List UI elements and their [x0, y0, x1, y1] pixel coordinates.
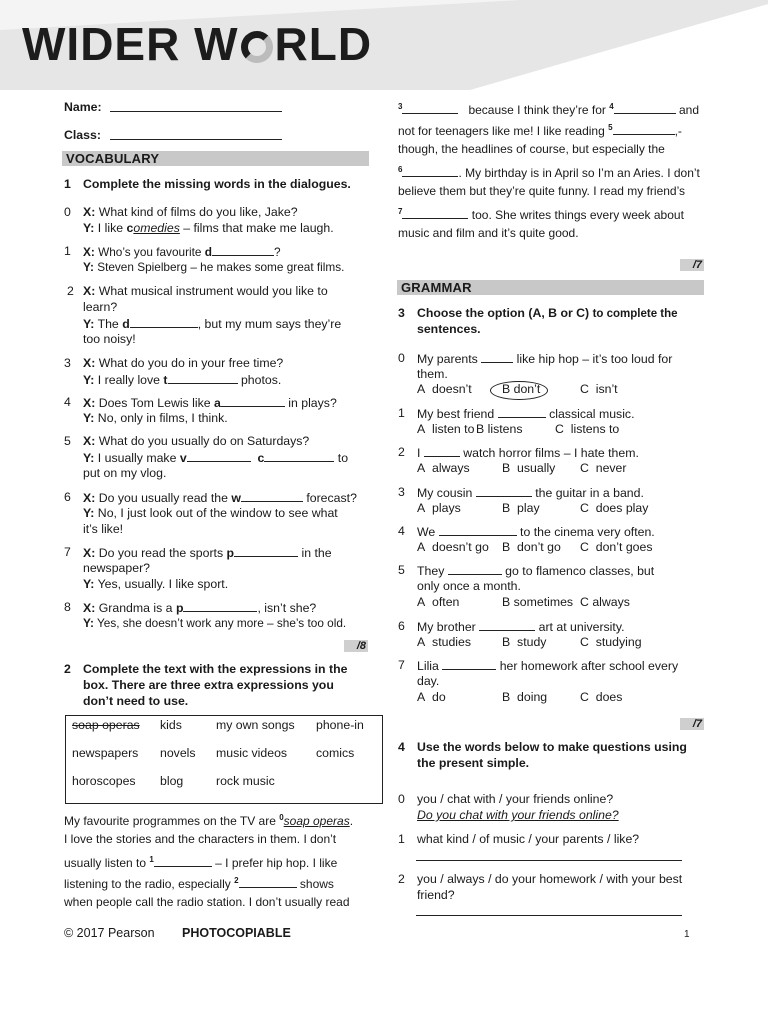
ex3-number: 3 [398, 306, 405, 320]
word-box-item: horoscopes [72, 774, 136, 788]
ex3-instruction-line2: sentences. [417, 322, 481, 336]
ex3-instruction-line1: Choose the option (A, B or C) to complete the [417, 306, 678, 320]
ex2-number: 2 [64, 662, 71, 676]
ex1-item-3-number: 3 [64, 356, 71, 370]
ex2-text-line8: though, the headlines of course, but especially the [398, 142, 665, 156]
ex1-item-6-line1: X: Do you usually read the w forecast? [83, 491, 357, 505]
ex3-item-2-number: 2 [398, 445, 405, 459]
ex2-text-line6: $^3$ because I think they’re for $^4$ and [398, 102, 700, 117]
name-field[interactable] [110, 111, 282, 112]
ex1-number: 1 [64, 177, 71, 191]
ex3-item-5-question-b: only once a month. [417, 579, 521, 593]
ex1-item-8-line1: X: Grandma is a p , isn’t she? [83, 601, 317, 615]
example-answer-circle [490, 381, 548, 400]
ex2-word-box [65, 715, 383, 804]
ex4-item-1-prompt: what kind / of music / your parents / like? [417, 832, 640, 846]
ex3-item-1-option-b[interactable]: B listens [476, 422, 523, 436]
ex2-example-answer: soap operas [283, 814, 350, 828]
ex3-item-7-number: 7 [398, 658, 405, 672]
ex1-item-2-blank[interactable] [130, 315, 198, 328]
ex2-score: /7 [680, 259, 704, 271]
ex3-item-6-number: 6 [398, 619, 405, 633]
ex1-item-7-line2: Y: Yes, usually. I like sport. [83, 577, 229, 591]
ex3-item-6-option-a[interactable]: A studies [417, 635, 472, 649]
ex3-item-6-option-b[interactable]: B study [502, 635, 547, 649]
ex3-item-6-option-c[interactable]: C studying [580, 635, 642, 649]
ex3-item-3-question: My cousin the guitar in a band. [417, 486, 644, 500]
ex1-item-2-line1: X: What musical instrument would you like to [83, 284, 328, 298]
ex4-item-2-number: 2 [398, 872, 405, 886]
ex3-item-5-blank[interactable] [448, 562, 502, 575]
ex4-item-1-answer-line[interactable] [416, 860, 682, 861]
ex2-instruction-line1: Complete the text with the expressions in the [83, 662, 348, 676]
ex3-item-3-number: 3 [398, 485, 405, 499]
ex2-text-line7: not for teenagers like me! I like reading $^5$ ,- [398, 123, 682, 138]
ex3-item-7-option-c[interactable]: C does [580, 690, 623, 704]
ex1-item-1-blank[interactable] [212, 243, 274, 256]
ex3-item-4-question: We to the cinema very often. [417, 525, 655, 539]
ex1-item-8-number: 8 [64, 600, 71, 614]
ex3-item-5-number: 5 [398, 563, 405, 577]
ex4-item-2-prompt-b: friend? [417, 888, 455, 902]
ex3-item-4-number: 4 [398, 524, 405, 538]
ex1-item-0-line2: Y: I like comedies – films that make me laugh. [83, 221, 334, 235]
ex2-blank-7[interactable] [402, 206, 468, 219]
logo-o-ring-icon [241, 31, 273, 63]
word-box-item: kids [160, 718, 182, 732]
ex2-text-line5: when people call the radio station. I don’t usually read [64, 895, 350, 909]
word-box-item: blog [160, 774, 184, 788]
class-label: Class: [64, 128, 101, 142]
word-box-item: phone-in [316, 718, 364, 732]
word-box-item: rock music [216, 774, 275, 788]
ex1-item-3-line1: X: What do you do in your free time? [83, 356, 284, 370]
ex4-item-2-answer-line[interactable] [416, 915, 682, 916]
ex3-item-7-option-a[interactable]: A do [417, 690, 446, 704]
ex3-item-3-option-b[interactable]: B play [502, 501, 540, 515]
ex1-item-4-line1: X: Does Tom Lewis like a in plays? [83, 396, 337, 410]
ex1-item-5-line2: Y: I usually make v c to [83, 451, 349, 465]
ex1-item-7-number: 7 [64, 545, 71, 559]
ex3-item-2-question: I watch horror films – I hate them. [417, 446, 639, 460]
word-box-item: newspapers [72, 746, 139, 760]
ex1-item-5-line1: X: What do you usually do on Saturdays? [83, 434, 310, 448]
ex1-item-1-number: 1 [64, 244, 71, 258]
ex1-item-6-line2b: it’s like! [83, 522, 124, 536]
ex3-item-1-number: 1 [398, 406, 405, 420]
ex2-blank-6[interactable] [402, 164, 458, 177]
word-box-item: soap operas [72, 718, 140, 732]
ex3-item-2-option-b[interactable]: B usually [502, 461, 556, 475]
ex2-text-line2: I love the stories and the characters in them. I don’t [64, 832, 337, 846]
ex1-item-5-blank-c[interactable] [264, 449, 334, 462]
wider-world-logo: WIDER W RLD [22, 18, 373, 70]
ex2-text-line4: listening to the radio, especially $^2$ shows [64, 876, 334, 891]
ex2-text-line12: music and film and it’s quite good. [398, 226, 579, 240]
ex3-item-4-option-b[interactable]: B don’t go [502, 540, 561, 554]
ex3-item-5-question: They go to flamenco classes, but [417, 564, 655, 578]
ex3-item-7-blank[interactable] [442, 657, 496, 670]
ex3-item-3-option-a[interactable]: A plays [417, 501, 461, 515]
ex2-blank-5[interactable] [613, 122, 675, 135]
ex1-item-4-number: 4 [64, 395, 71, 409]
ex4-number: 4 [398, 740, 405, 754]
grammar-section-title: GRAMMAR [397, 280, 704, 295]
ex3-item-2-option-a[interactable]: A always [417, 461, 470, 475]
ex3-item-7-option-b[interactable]: B doing [502, 690, 548, 704]
word-box-item: comics [316, 746, 355, 760]
ex1-item-6-line2: Y: No, I just look out of the window to see what [83, 506, 338, 520]
ex2-text-line11: $^7$ too. She writes things every week about [398, 207, 684, 222]
ex3-item-3-blank[interactable] [476, 484, 532, 497]
ex3-item-0-blank[interactable] [481, 350, 513, 363]
ex3-item-0-option-a[interactable]: A doesn’t [417, 382, 472, 396]
ex3-item-7-question-b: day. [417, 674, 440, 688]
ex1-item-8-blank[interactable] [183, 599, 257, 612]
footer-photocopiable: PHOTOCOPIABLE [182, 926, 291, 940]
ex3-item-6-blank[interactable] [479, 618, 535, 631]
ex3-item-1-question: My best friend classical music. [417, 407, 635, 421]
ex2-blank-3[interactable] [402, 101, 458, 114]
ex1-item-7-blank[interactable] [234, 544, 298, 557]
ex3-item-3-option-c[interactable]: C does play [580, 501, 649, 515]
ex1-item-0-number: 0 [64, 205, 71, 219]
ex3-item-2-blank[interactable] [424, 444, 460, 457]
ex2-instruction-line3: don’t need to use. [83, 694, 189, 708]
ex3-score: /7 [680, 718, 704, 730]
ex4-item-0-example-answer: Do you chat with your friends online? [417, 808, 619, 822]
ex3-item-1-option-c[interactable]: C listens to [555, 422, 620, 436]
ex1-item-0-example-answer: omedies [133, 221, 180, 235]
ex4-instruction-line1: Use the words below to make questions using [417, 740, 687, 754]
word-box-item: novels [160, 746, 196, 760]
ex1-score: /8 [344, 640, 368, 652]
ex1-item-4-line2: Y: No, only in films, I think. [83, 411, 228, 425]
word-box-item: my own songs [216, 718, 295, 732]
ex3-item-0-question-b: them. [417, 367, 448, 381]
ex3-item-5-option-a[interactable]: A often [417, 595, 460, 609]
ex1-item-2-line2b: too noisy! [83, 332, 136, 346]
ex2-text-line3: usually listen to $^1$ – I prefer hip hop. I like [64, 855, 338, 870]
ex1-item-5-number: 5 [64, 434, 71, 448]
ex1-item-0-line1: X: What kind of films do you like, Jake? [83, 205, 298, 219]
ex1-item-2-line2: Y: The d , but my mum says they’re [83, 317, 342, 331]
ex3-item-1-option-a[interactable]: A listen to [417, 422, 475, 436]
ex3-item-4-option-a[interactable]: A doesn’t go [417, 540, 489, 554]
ex3-item-1-blank[interactable] [498, 405, 546, 418]
class-field[interactable] [110, 139, 282, 140]
ex2-text-line10: believe them but they’re quite funny. I read my friend’s [398, 184, 686, 198]
ex2-blank-2[interactable] [239, 875, 297, 888]
ex3-item-7-question: Lilia her homework after school every [417, 659, 679, 673]
ex1-item-7-line1: X: Do you read the sports p in the [83, 546, 332, 560]
ex2-text-line1: My favourite programmes on the TV are $^0$soap operas. [64, 813, 354, 828]
ex3-item-0-option-b[interactable]: B don’t [502, 382, 541, 396]
vocabulary-section-title: VOCABULARY [62, 151, 369, 166]
ex2-instruction-line2: box. There are three extra expressions you [83, 678, 334, 692]
ex1-item-7-line1b: newspaper? [83, 561, 150, 575]
ex1-item-8-line2: Y: Yes, she doesn’t work any more – she’s too old. [83, 616, 347, 630]
ex3-item-5-option-b[interactable]: B sometimes [502, 595, 574, 609]
ex4-item-0-prompt: you / chat with / your friends online? [417, 792, 614, 806]
ex3-item-6-question: My brother art at university. [417, 620, 625, 634]
ex1-item-2-line1b: learn? [83, 300, 118, 314]
ex3-item-0-option-c[interactable]: C isn’t [580, 382, 618, 396]
header-band [0, 0, 768, 90]
ex1-item-1-line2: Y: Steven Spielberg – he makes some great films. [83, 260, 345, 274]
ex3-item-0-question: My parents like hip hop – it’s too loud for [417, 352, 673, 366]
ex3-item-5-option-c[interactable]: C always [580, 595, 630, 609]
ex2-blank-1[interactable] [154, 854, 212, 867]
ex1-item-3-line2: Y: I really love t photos. [83, 373, 282, 387]
ex1-item-2-number: 2 [67, 284, 74, 298]
ex1-item-1-line1: X: Who’s you favourite d ? [83, 245, 281, 259]
ex1-item-5-blank-v[interactable] [187, 449, 251, 462]
ex1-item-4-blank[interactable] [221, 394, 285, 407]
ex4-item-2-prompt: you / always / do your homework / with your best [417, 872, 683, 886]
ex4-item-1-number: 1 [398, 832, 405, 846]
footer-page-number: 1 [684, 929, 690, 940]
word-box-item: music videos [216, 746, 288, 760]
ex1-item-6-blank[interactable] [241, 489, 303, 502]
ex1-item-3-blank[interactable] [168, 371, 238, 384]
ex1-item-6-number: 6 [64, 490, 71, 504]
ex4-item-0-number: 0 [398, 792, 405, 806]
ex3-item-4-option-c[interactable]: C don’t goes [580, 540, 653, 554]
ex3-item-2-option-c[interactable]: C never [580, 461, 627, 475]
name-label: Name: [64, 100, 102, 114]
ex3-item-4-blank[interactable] [439, 523, 517, 536]
ex1-item-5-line2b: put on my vlog. [83, 466, 167, 480]
ex4-instruction-line2: the present simple. [417, 756, 530, 770]
ex2-text-line9: $^6$ . My birthday is in April so I’m an Aries. I don’t [398, 165, 700, 180]
ex3-item-0-number: 0 [398, 351, 405, 365]
footer-copyright: © 2017 Pearson [64, 926, 155, 940]
ex1-instruction: Complete the missing words in the dialogues. [83, 177, 351, 191]
ex2-blank-4[interactable] [614, 101, 676, 114]
